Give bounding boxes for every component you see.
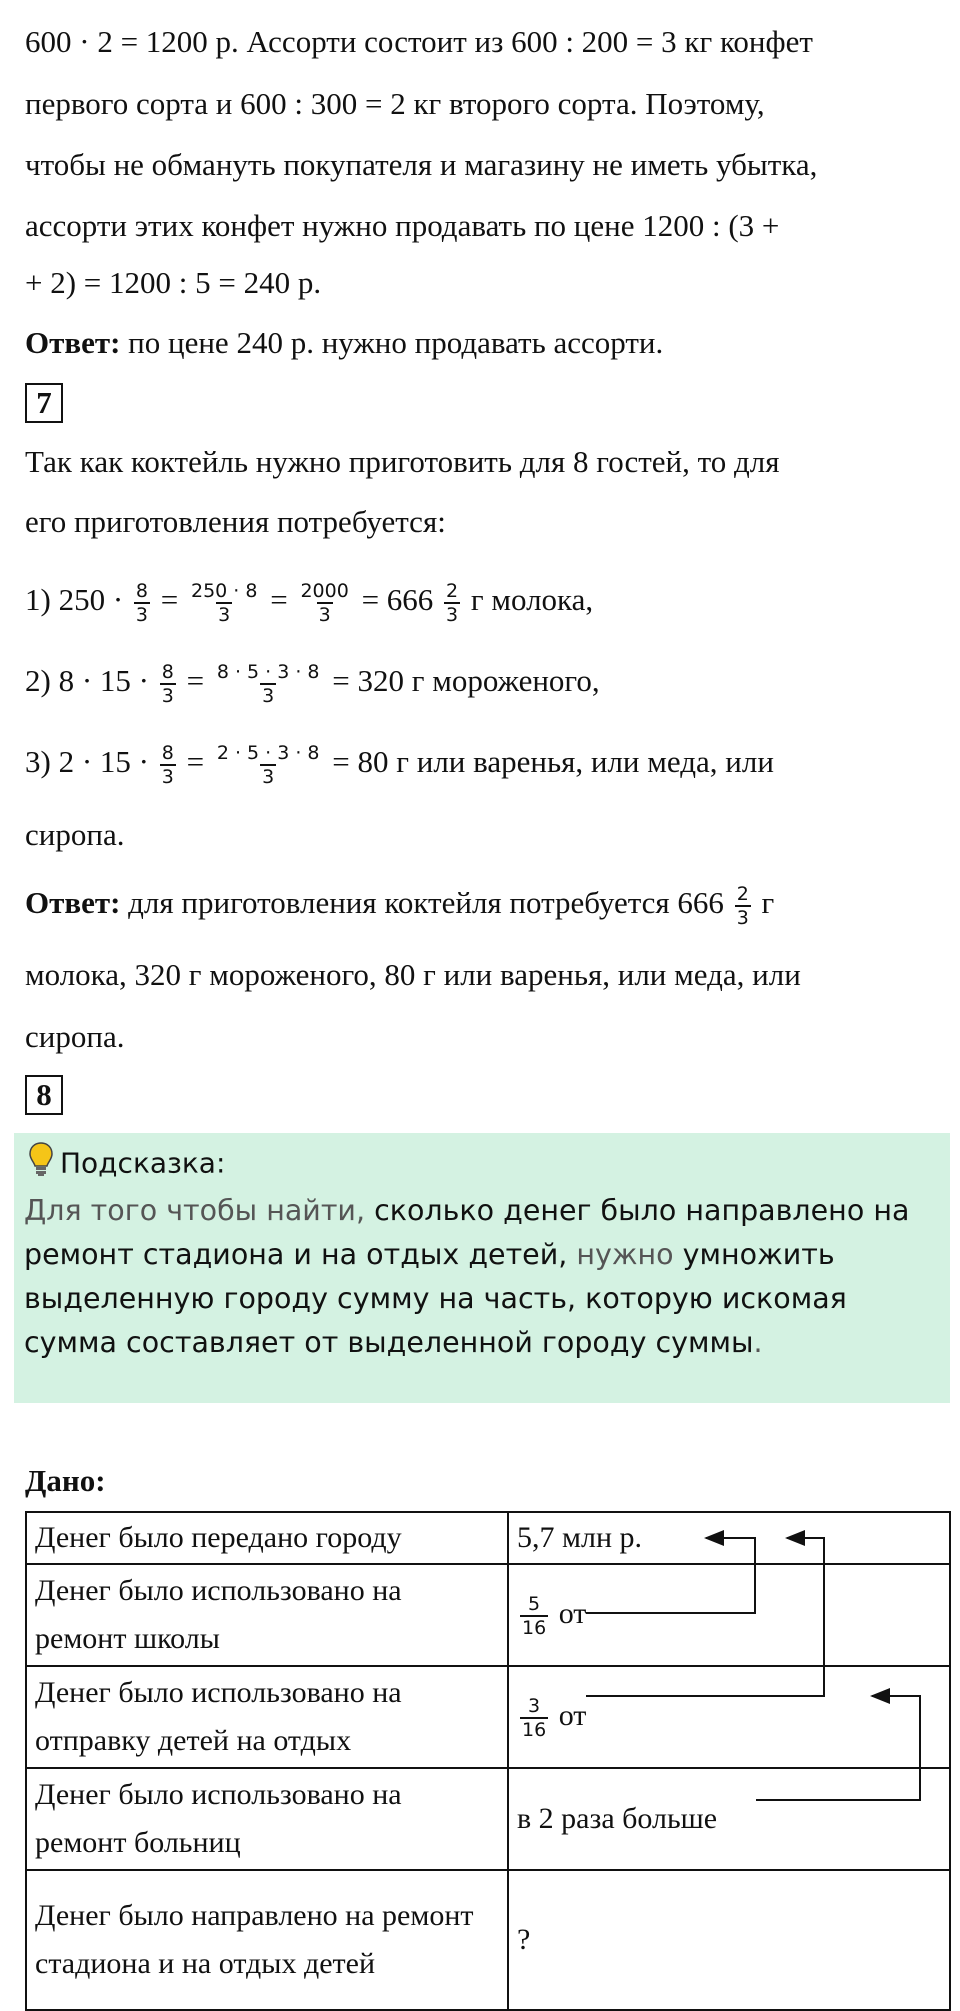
fraction: $\frac{250 \cdot 8}{3}$ <box>190 580 258 626</box>
answer-line: Ответ: для приготовления коктейля потребуется 666 $\frac{2}{3}$ г <box>25 883 775 929</box>
table-cell-value: ? <box>508 1870 950 2010</box>
text-line: ассорти этих конфет нужно продавать по цене 1200 : (3 + <box>25 208 780 243</box>
text-line: + 2) = 1200 : 5 = 240 р. <box>25 265 322 300</box>
table-cell-value: в 2 раза больше <box>508 1768 950 1870</box>
table-row <box>26 1512 950 1564</box>
text-line: молока, 320 г мороженого, 80 г или варенья, или меда, или <box>25 957 801 992</box>
table-cell-label: Денег было использовано на отправку детей на отдых <box>26 1666 508 1768</box>
answer-text: по цене 240 р. нужно продавать ассорти. <box>120 325 664 360</box>
fraction: $\frac{2}{3}$ <box>446 580 459 626</box>
table-row <box>26 1768 950 1870</box>
answer-label: Ответ: <box>25 885 121 921</box>
table-cell-label: Денег было использовано на ремонт больниц <box>26 1768 508 1870</box>
hint-text: Для того чтобы найти, сколько денег было направлено на ремонт стадиона и на отдых детей, нужно умножить выделенную городу сумму на часть, которую искомая сумма составляет от выделенной городу суммы. <box>24 1194 910 1359</box>
table-cell-label: Денег было передано городу <box>26 1512 508 1564</box>
table-cell-value: $\frac{5}{16}$ от <box>508 1564 950 1666</box>
fraction: $\frac{5}{16}$ <box>522 1593 547 1640</box>
task-number-7: 7 <box>25 383 63 423</box>
text-line: 600 · 2 = 1200 р. Ассорти состоит из 600 : 200 = 3 кг конфет <box>25 24 813 59</box>
text-line: Так как коктейль нужно приготовить для 8 гостей, то для <box>25 444 780 479</box>
calc-step-2: 2) 8 · 15 · $\frac{8}{3}$ = $\frac{8 \cdot 5 \cdot 3 \cdot 8}{3}$ = 320 г мороженого, <box>25 661 600 707</box>
table-row <box>26 1564 950 1666</box>
answer-line <box>25 323 663 363</box>
fraction: $\frac{8}{3}$ <box>135 580 148 626</box>
hint-box <box>14 1133 950 1403</box>
fraction: $\frac{8 \cdot 5 \cdot 3 \cdot 8}{3}$ <box>216 661 320 707</box>
given-table <box>25 1511 951 2011</box>
text-line: первого сорта и 600 : 300 = 2 кг второго сорта. Поэтому, <box>25 86 765 121</box>
table-cell-value: 5,7 млн р. <box>508 1512 950 1564</box>
table-cell-label: Денег было использовано на ремонт школы <box>26 1564 508 1666</box>
fraction: $\frac{2000}{3}$ <box>300 580 349 626</box>
task-number-8: 8 <box>25 1075 63 1115</box>
fraction: $\frac{8}{3}$ <box>161 661 174 707</box>
calc-step-3: 3) 2 · 15 · $\frac{8}{3}$ = $\frac{2 \cdot 5 \cdot 3 \cdot 8}{3}$ = 80 г или варенья, или меда, или <box>25 742 774 788</box>
table-row <box>26 1666 950 1768</box>
fraction: $\frac{3}{16}$ <box>522 1695 547 1742</box>
text-line: чтобы не обмануть покупателя и магазину не иметь убытка, <box>25 147 818 182</box>
text-line: сиропа. <box>25 817 125 852</box>
table-row <box>26 1870 950 2010</box>
answer-label: Ответ: <box>25 325 121 360</box>
calc-step-1: 1) 250 · $\frac{8}{3}$ = $\frac{250 \cdot 8}{3}$ = $\frac{2000}{3}$ = 666 $\frac{2}{3}$ г молока, <box>25 580 594 626</box>
hint-title: Подсказка: <box>28 1141 225 1188</box>
table-cell-label: Денег было направлено на ремонт стадиона и на отдых детей <box>26 1870 508 2010</box>
text-line: его приготовления потребуется: <box>25 504 446 539</box>
table-cell-value: $\frac{3}{16}$ от <box>508 1666 950 1768</box>
lightbulb-icon <box>28 1141 54 1188</box>
given-label: Дано: <box>25 1463 106 1498</box>
text-line: сиропа. <box>25 1019 125 1054</box>
fraction: $\frac{2}{3}$ <box>736 883 749 929</box>
fraction: $\frac{2 \cdot 5 \cdot 3 \cdot 8}{3}$ <box>216 742 320 788</box>
fraction: $\frac{8}{3}$ <box>161 742 174 788</box>
